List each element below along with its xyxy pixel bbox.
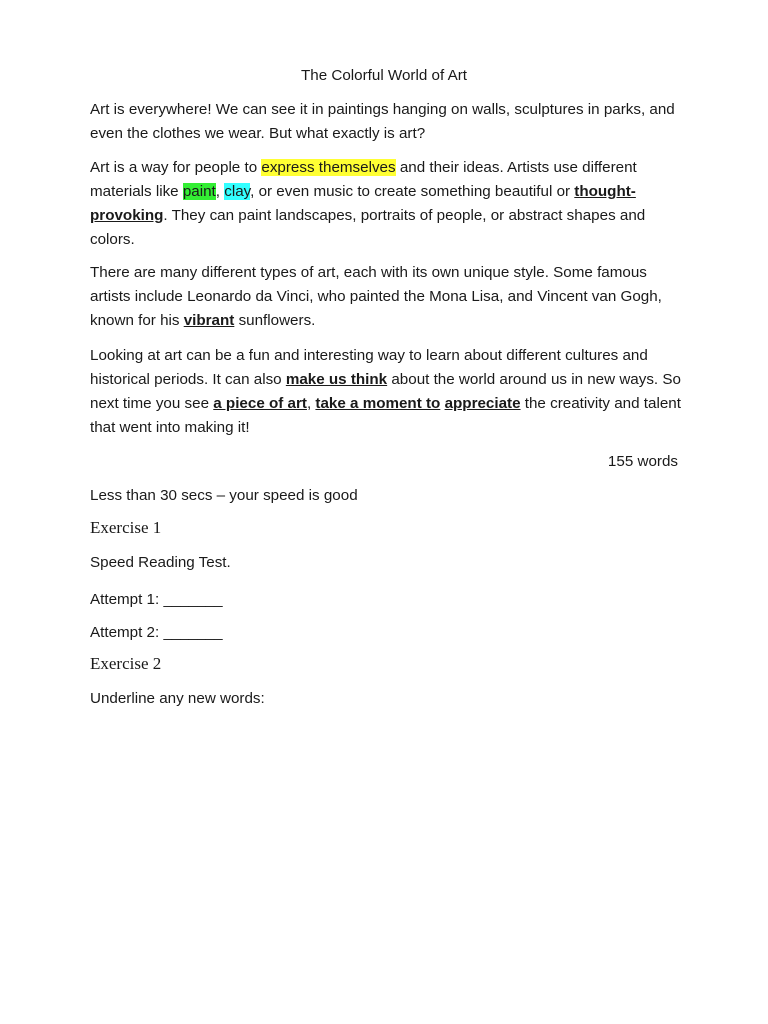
text-run: sunflowers.: [234, 312, 316, 329]
highlight-clay: clay: [224, 183, 251, 200]
word-count: 155 words: [607, 453, 678, 470]
underlined-make-us-think: make us think: [285, 371, 388, 388]
paragraph-looking-at-art: [90, 344, 682, 440]
text-run: There are many different types of art, each with its own unique style. Some famous artists include Leonardo da Vinci, who painted the Mona Lisa, and Vincent van Gogh, known for his: [90, 264, 662, 329]
underlined-vibrant: vibrant: [183, 312, 235, 329]
exercise-2-heading: Exercise 2: [90, 654, 162, 673]
speed-test-label: Speed Reading Test.: [90, 554, 231, 571]
speed-note: Less than 30 secs – your speed is good: [90, 487, 358, 504]
paragraph-artists: [90, 261, 682, 333]
underlined-thought-provoking: thought-provoking: [90, 183, 636, 224]
paragraph-expression: [90, 156, 682, 252]
paragraph-intro: Art is everywhere! We can see it in paintings hanging on walls, sculptures in parks, and even the clothes we wear. But what exactly is art?: [90, 101, 675, 142]
text-run: the creativity and talent that went into making it!: [90, 395, 681, 436]
highlight-express-themselves: express themselves: [261, 159, 396, 176]
attempt-1-line: Attempt 1: _______: [90, 591, 223, 608]
highlight-paint: paint: [182, 183, 216, 200]
exercise-1-heading: Exercise 1: [90, 518, 162, 537]
text-run: ,: [215, 183, 225, 200]
text-run: , or even music to create something beautiful or: [250, 183, 575, 200]
attempt-2-line: Attempt 2: _______: [90, 624, 223, 641]
underlined-take-a-moment-to: take a moment to: [315, 395, 441, 412]
text-run: Art is a way for people to: [90, 159, 262, 176]
text-run: about the world around us in new ways. So next time you see: [90, 371, 681, 412]
document-title: The Colorful World of Art: [300, 67, 467, 84]
underlined-appreciate: appreciate: [444, 395, 521, 412]
text-run: and their ideas. Artists use different materials like: [90, 159, 637, 200]
text-run: . They can paint landscapes, portraits of people, or abstract shapes and colors.: [90, 207, 646, 248]
text-run: ,: [306, 395, 316, 412]
underlined-a-piece-of-art: a piece of art: [213, 395, 307, 412]
underline-prompt: Underline any new words:: [90, 690, 265, 707]
text-run: Looking at art can be a fun and interesting way to learn about different cultures and historical periods. It can also: [90, 347, 648, 388]
